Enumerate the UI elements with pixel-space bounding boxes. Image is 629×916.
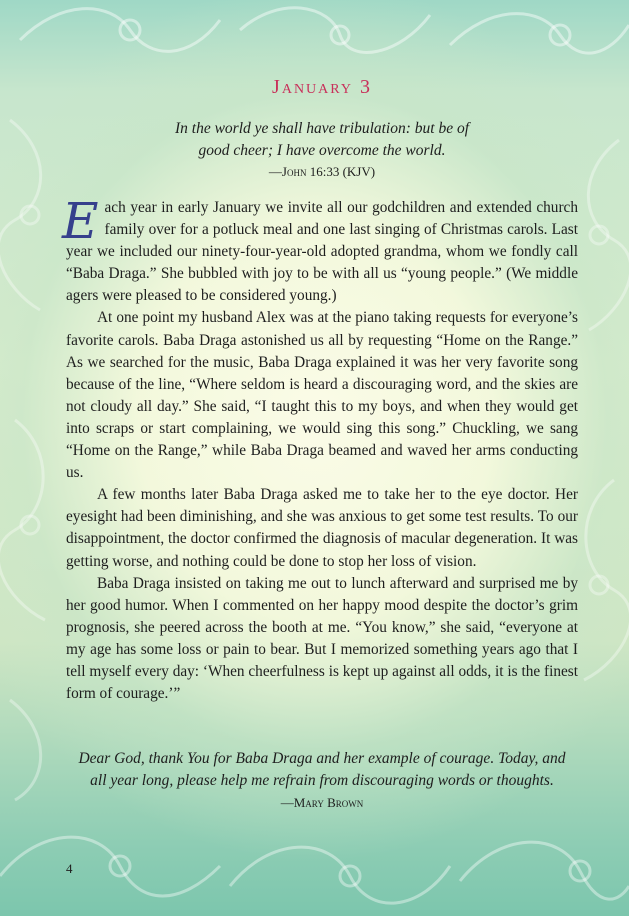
verse-ref-book: John bbox=[281, 164, 307, 179]
scripture-verse bbox=[66, 118, 578, 162]
paragraph bbox=[62, 192, 578, 307]
verse-ref-rest: 16:33 (KJV) bbox=[306, 164, 376, 179]
verse-line-1: In the world ye shall have tribulation: but be of bbox=[174, 120, 470, 137]
closing-prayer bbox=[66, 748, 578, 792]
devotional-body bbox=[62, 192, 578, 705]
drop-cap-letter: E bbox=[62, 192, 99, 250]
left-scroll-ornament bbox=[0, 0, 70, 916]
author-signature: —Mary Brown bbox=[280, 795, 364, 810]
paragraph: Baba Draga insisted on taking me out to lunch afterward and surprised me by her good humor. When I commented on her happy mood despite the doctor’s grim prognosis, she peered across the booth at me. “You know,” she said, “everyone at my age has some loss or pain to bear. But I memorized something years ago that I tell myself every day: ‘When cheerfulness is kept up against all odds, it is the finest form of courage.’” bbox=[66, 574, 578, 703]
verse-ref-dash: — bbox=[268, 164, 282, 179]
prayer-line-1: Dear God, thank You for Baba Draga and her example of courage. Today, and bbox=[78, 750, 566, 767]
paragraph: A few months later Baba Draga asked me to take her to the eye doctor. Her eyesight had been diminishing, and she was anxious to get some test results. To our disappointment, the doctor confirmed the diagnosis of macular degeneration. It was getting worse, and nothing could be done to stop her loss of vision. bbox=[66, 486, 578, 570]
verse-line-2: good cheer; I have overcome the world. bbox=[198, 142, 446, 159]
prayer-line-2: all year long, please help me refrain from discouraging words or thoughts. bbox=[90, 772, 554, 789]
page-number: 4 bbox=[66, 861, 73, 876]
page-title: January 3 bbox=[272, 76, 372, 98]
bottom-scroll-ornament bbox=[0, 806, 629, 916]
paragraph: At one point my husband Alex was at the piano taking requests for everyone’s favorite carols. Baba Draga astonished us all by requesting “Home on the Range.” As we searched for the music, Baba Draga explained it was her very favorite song because of the line, “Where seldom is heard a discouraging word, and the skies are not cloudy all day.” She said, “I taught this to my boys, and when they would get into scraps or start complaining, we would sing this song.” Chuckling, we sang “Home on the Range,” while Baba Draga beamed and waved her arms conducting us. bbox=[66, 309, 578, 482]
verse-reference bbox=[66, 164, 578, 180]
paragraph-text: ach year in early January we invite all our godchildren and extended church family over for a potluck meal and one last singing of Christmas carols. Last year we included our ninety-four-year-old adopted grandma, whom we fondly call “Baba Draga.” She bubbled with joy to be with all us “young people.” (We middle agers were pleased to be considered young.) bbox=[66, 199, 578, 305]
